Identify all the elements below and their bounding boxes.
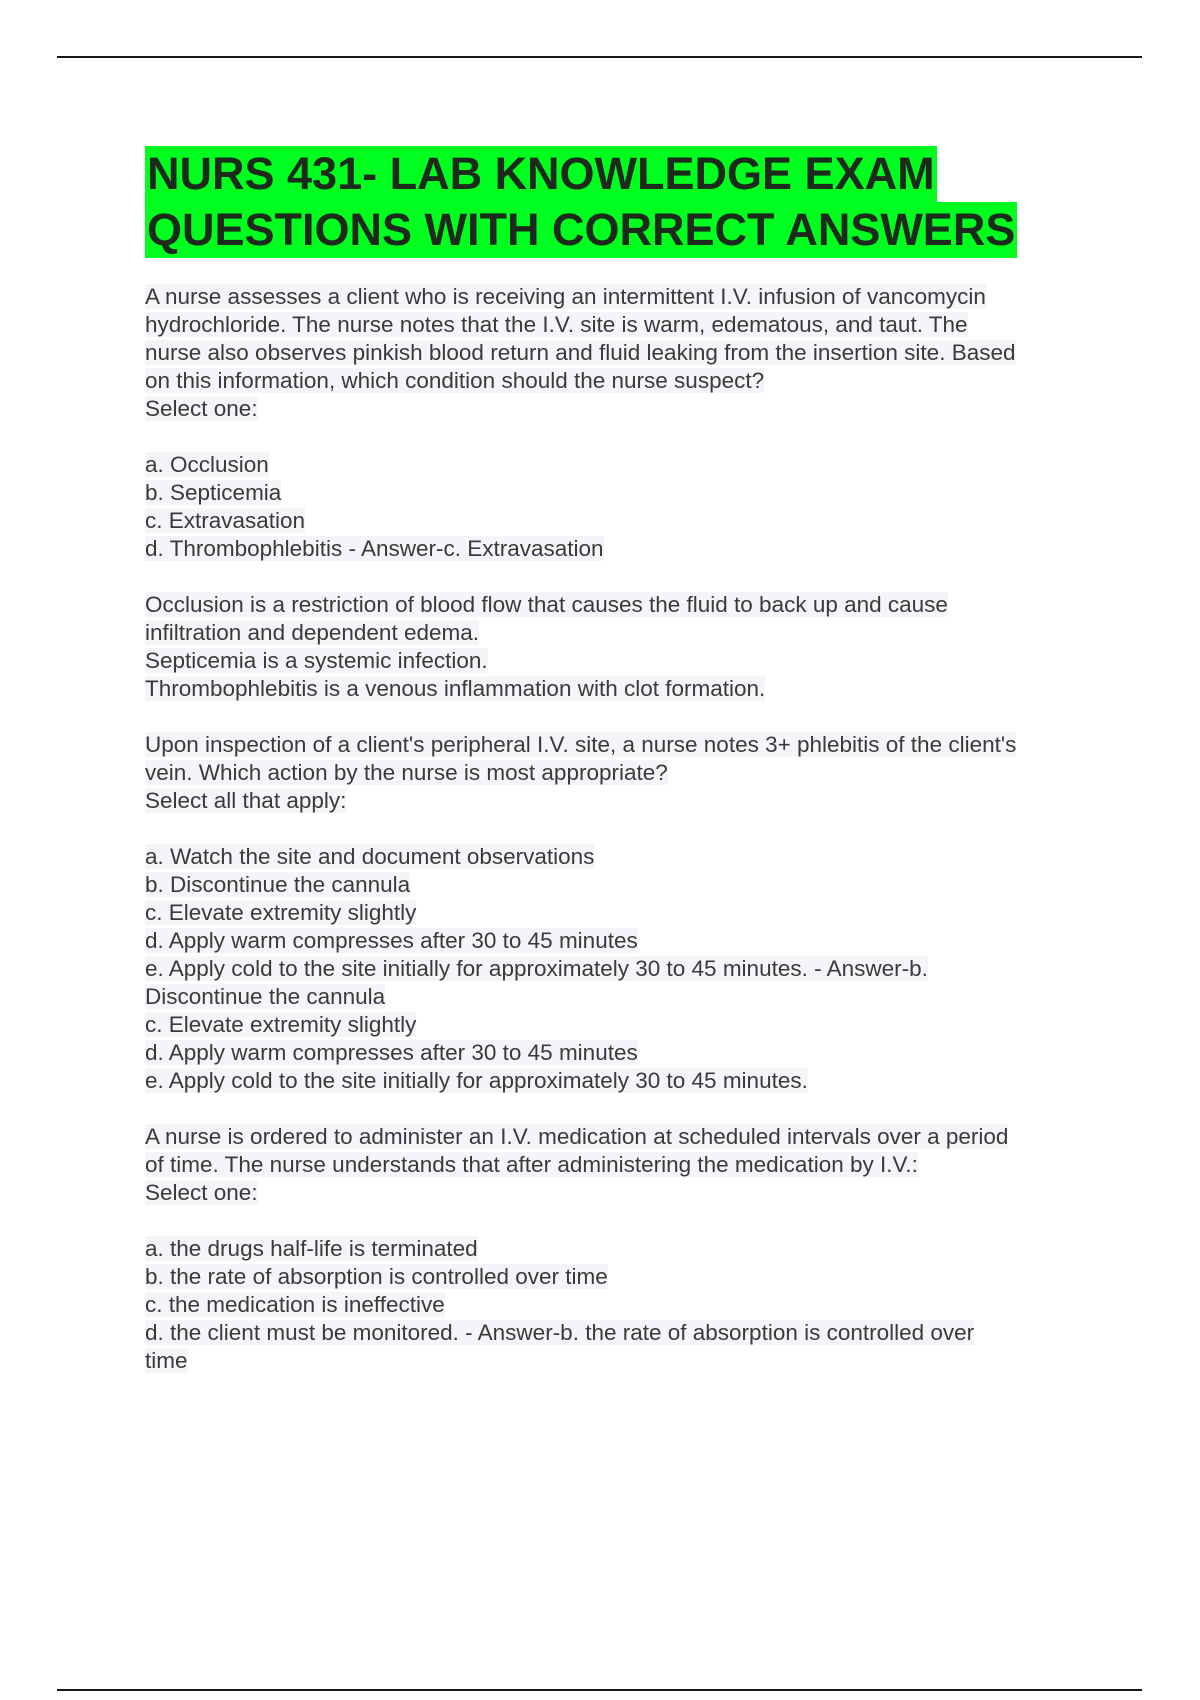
- text-line: Upon inspection of a client's peripheral I.V. site, a nurse notes 3+ phlebitis of the client's: [145, 732, 1017, 757]
- answer-line: e. Apply cold to the site initially for approximately 30 to 45 minutes.: [145, 1068, 808, 1093]
- option-line: c. Extravasation: [145, 508, 306, 533]
- option-line: b. Septicemia: [145, 480, 282, 505]
- bottom-rule: [57, 1689, 1142, 1691]
- question-1-rationale: [145, 591, 1090, 703]
- text-line: hydrochloride. The nurse notes that the I.V. site is warm, edematous, and taut. The: [145, 312, 968, 337]
- rationale-line: Occlusion is a restriction of blood flow that causes the fluid to back up and cause: [145, 592, 948, 617]
- question-1-stem: [145, 283, 1090, 423]
- option-line: a. the drugs half-life is terminated: [145, 1236, 478, 1261]
- question-1-options: [145, 451, 1090, 563]
- text-line: on this information, which condition should the nurse suspect?: [145, 368, 765, 393]
- text-line: Select one:: [145, 1180, 258, 1205]
- option-line-answer: d. Thrombophlebitis - Answer-c. Extravasation: [145, 536, 604, 561]
- title-line-1: NURS 431- LAB KNOWLEDGE EXAM: [145, 146, 937, 202]
- answer-line: c. Elevate extremity slightly: [145, 1012, 417, 1037]
- text-line: nurse also observes pinkish blood return and fluid leaking from the insertion site. Based: [145, 340, 1016, 365]
- text-line: Select one:: [145, 396, 258, 421]
- question-2-stem: [145, 731, 1090, 815]
- question-3-stem: [145, 1123, 1090, 1207]
- document-title: [145, 146, 1085, 258]
- title-line-2: QUESTIONS WITH CORRECT ANSWERS: [145, 202, 1017, 258]
- text-line: vein. Which action by the nurse is most appropriate?: [145, 760, 668, 785]
- text-line: A nurse is ordered to administer an I.V. medication at scheduled intervals over a period: [145, 1124, 1009, 1149]
- text-line: Select all that apply:: [145, 788, 347, 813]
- rationale-line: Septicemia is a systemic infection.: [145, 648, 488, 673]
- answer-line: time: [145, 1348, 188, 1373]
- option-line-answer: d. the client must be monitored. - Answer-b. the rate of absorption is controlled over: [145, 1320, 975, 1345]
- option-line: a. Watch the site and document observations: [145, 844, 595, 869]
- question-2-options: [145, 843, 1090, 1095]
- top-rule: [57, 56, 1142, 58]
- option-line: b. the rate of absorption is controlled over time: [145, 1264, 608, 1289]
- option-line: c. the medication is ineffective: [145, 1292, 445, 1317]
- option-line: c. Elevate extremity slightly: [145, 900, 417, 925]
- text-line: A nurse assesses a client who is receiving an intermittent I.V. infusion of vancomycin: [145, 284, 986, 309]
- rationale-line: infiltration and dependent edema.: [145, 620, 479, 645]
- answer-line: Discontinue the cannula: [145, 984, 386, 1009]
- option-line: a. Occlusion: [145, 452, 269, 477]
- question-3-options: [145, 1235, 1090, 1375]
- option-line-answer: e. Apply cold to the site initially for approximately 30 to 45 minutes. - Answer-b.: [145, 956, 928, 981]
- option-line: d. Apply warm compresses after 30 to 45 minutes: [145, 928, 638, 953]
- option-line: b. Discontinue the cannula: [145, 872, 411, 897]
- answer-line: d. Apply warm compresses after 30 to 45 minutes: [145, 1040, 638, 1065]
- text-line: of time. The nurse understands that after administering the medication by I.V.:: [145, 1152, 918, 1177]
- document-body: [145, 283, 1090, 1403]
- rationale-line: Thrombophlebitis is a venous inflammation with clot formation.: [145, 676, 766, 701]
